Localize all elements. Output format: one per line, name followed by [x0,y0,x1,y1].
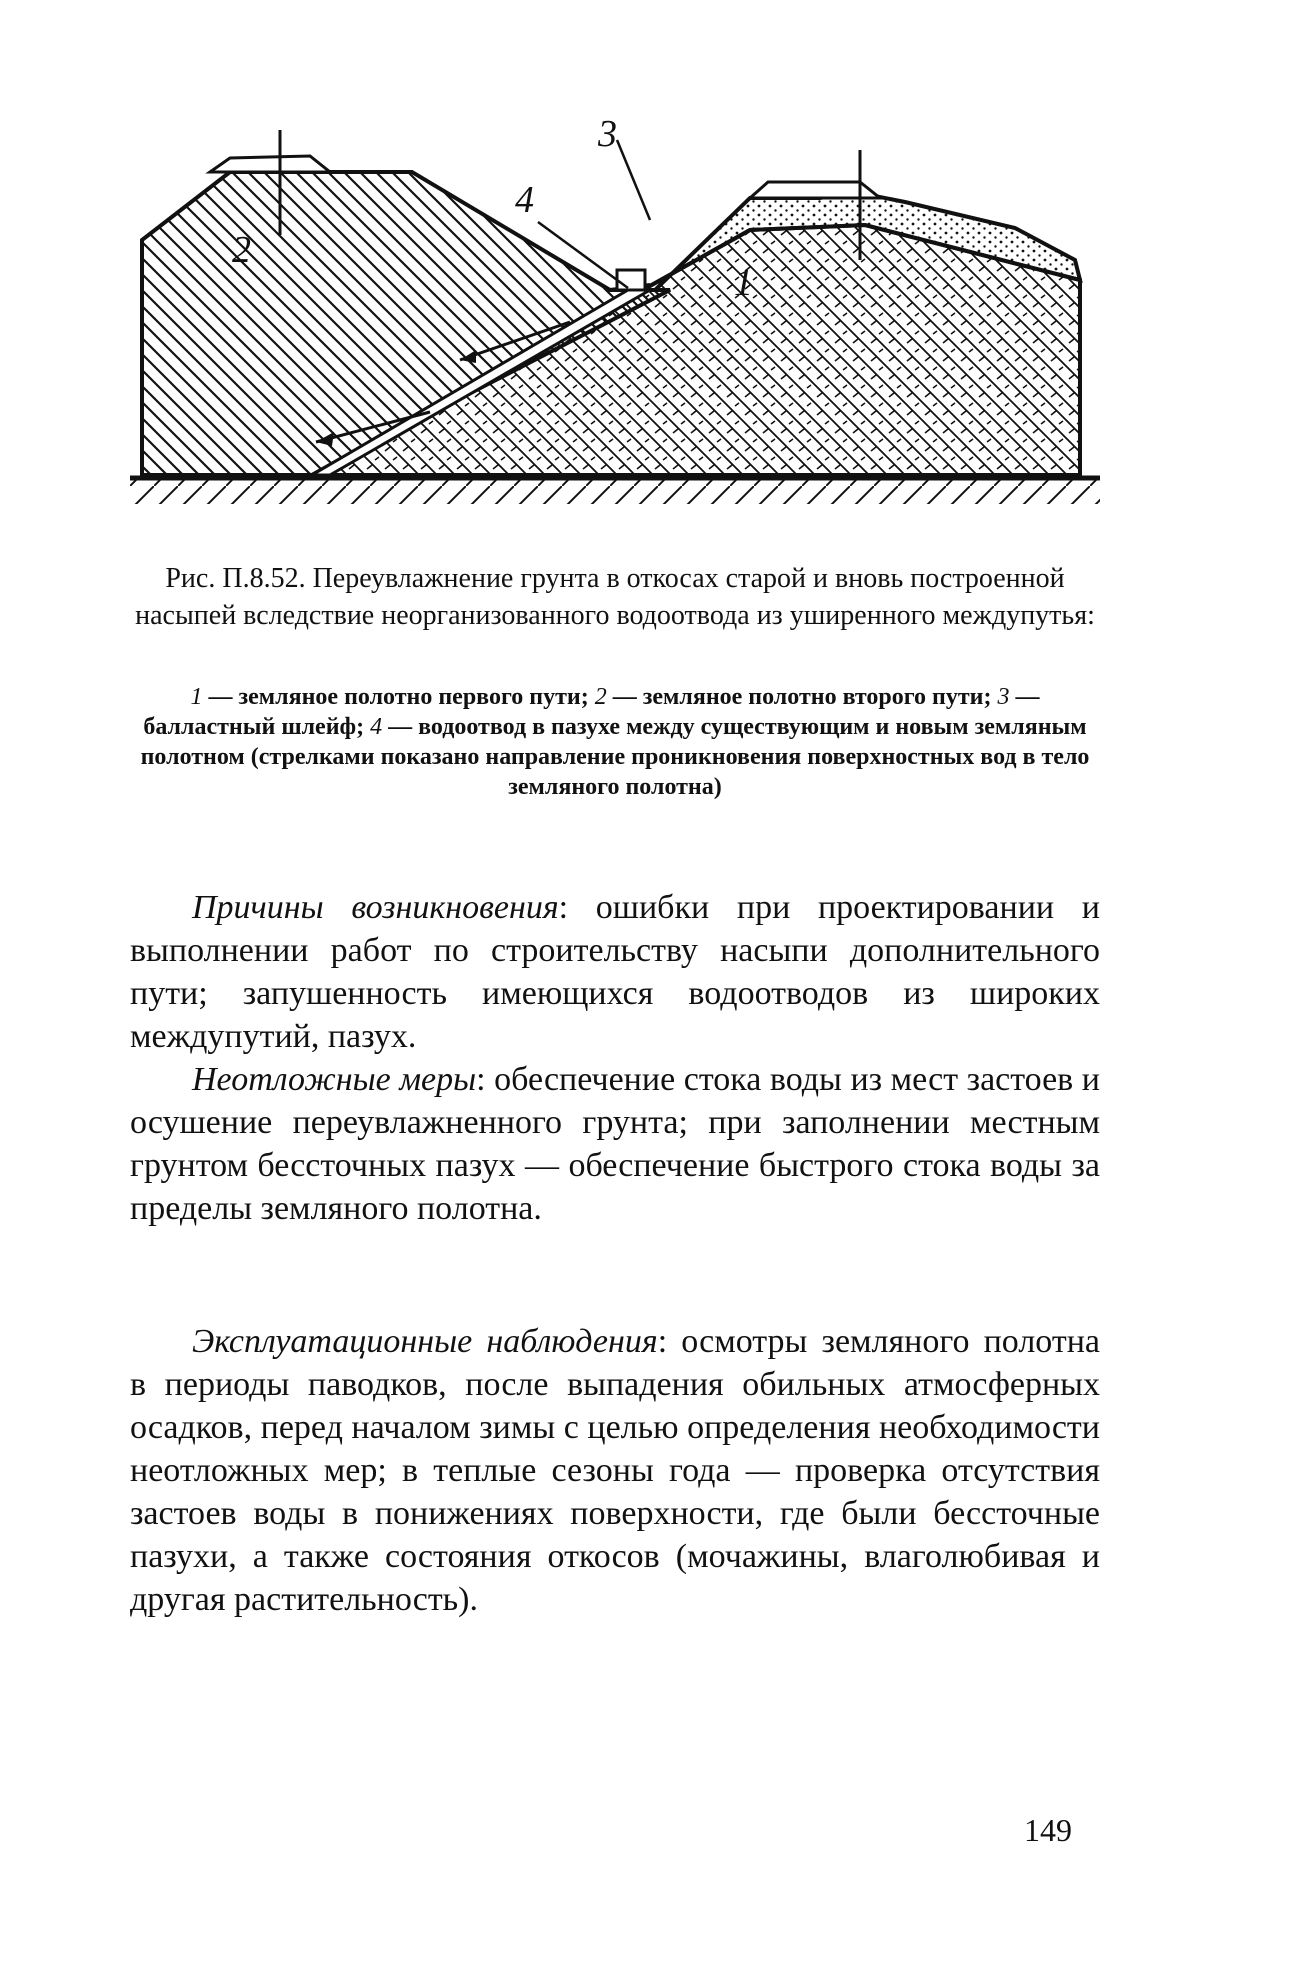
figure-label-4: 4 [515,179,534,221]
paragraph-causes-text: : ошибки при проектировании и выполнении работ по строительству насыпи дополнительного пути; запушенность имеющихся водоотводов из широких междупутий, пазух. [130,889,1100,1055]
embankment-diagram [130,113,1100,520]
figure-caption-title: Рис. П.8.52. Переувлажнение грунта в откосах старой и вновь построенной насыпей вследствие неорганизованного водоотвода из уширенного междупутья: [135,563,1095,631]
left-ballast-prism [210,156,330,172]
paragraph-causes-lead: Причины возникновения [192,889,559,926]
paragraph-urgent-measures [130,1058,1100,1230]
legend-number-1: 1 [190,684,203,710]
ground-hatch [130,478,1100,504]
legend-text-2: — земляное полотно второго пути; [606,684,998,710]
legend-number-2: 2 [594,684,607,710]
page-number: 149 [1024,1812,1072,1848]
legend-text-3: — балластный шлейф; [143,684,1040,740]
body-section-causes-measures [130,886,1100,1230]
paragraph-causes [130,886,1100,1058]
paragraph-observations-lead: Эксплуатационные наблюдения [192,1323,658,1360]
paragraph-observations [130,1320,1100,1621]
figure-caption-legend [130,682,1100,802]
legend-number-3: 3 [997,684,1010,710]
figure-label-1: 1 [734,262,753,304]
paragraph-observations-text: : осмотры земляного полотна в периоды паводков, после выпадения обильных атмосферных осадков, перед началом зимы с целью определения необходимости неотложных мер; в теплые сезоны года — проверка отсутствия застоев воды в понижениях поверхности, где были бессточные пазухи, а также состояния откосов (мочажины, влаголюбивая и другая растительность). [130,1323,1101,1618]
legend-text-4: — водоотвод в пазухе между существующим и новым земляным полотном (стрелками показано направление проникновения поверхностных вод в тело земляного полотна) [140,714,1090,800]
figure-label-2: 2 [232,229,251,271]
legend-text-1: — земляное полотно первого пути; [202,684,595,710]
embankment-figure [130,113,1100,520]
drainage-box [617,270,645,290]
paragraph-urgent-measures-lead: Неотложные меры [192,1061,477,1098]
body-section-observations [130,1320,1100,1621]
leader-3 [617,140,650,220]
paragraph-urgent-measures-text: : обеспечение стока воды из мест застоев и осушение переувлажненного грунта; при заполнении местным грунтом бессточных пазух — обеспечение быстрого стока воды за пределы земляного полотна. [130,1061,1100,1227]
figure-label-3: 3 [598,113,617,155]
legend-number-4: 4 [370,714,383,740]
